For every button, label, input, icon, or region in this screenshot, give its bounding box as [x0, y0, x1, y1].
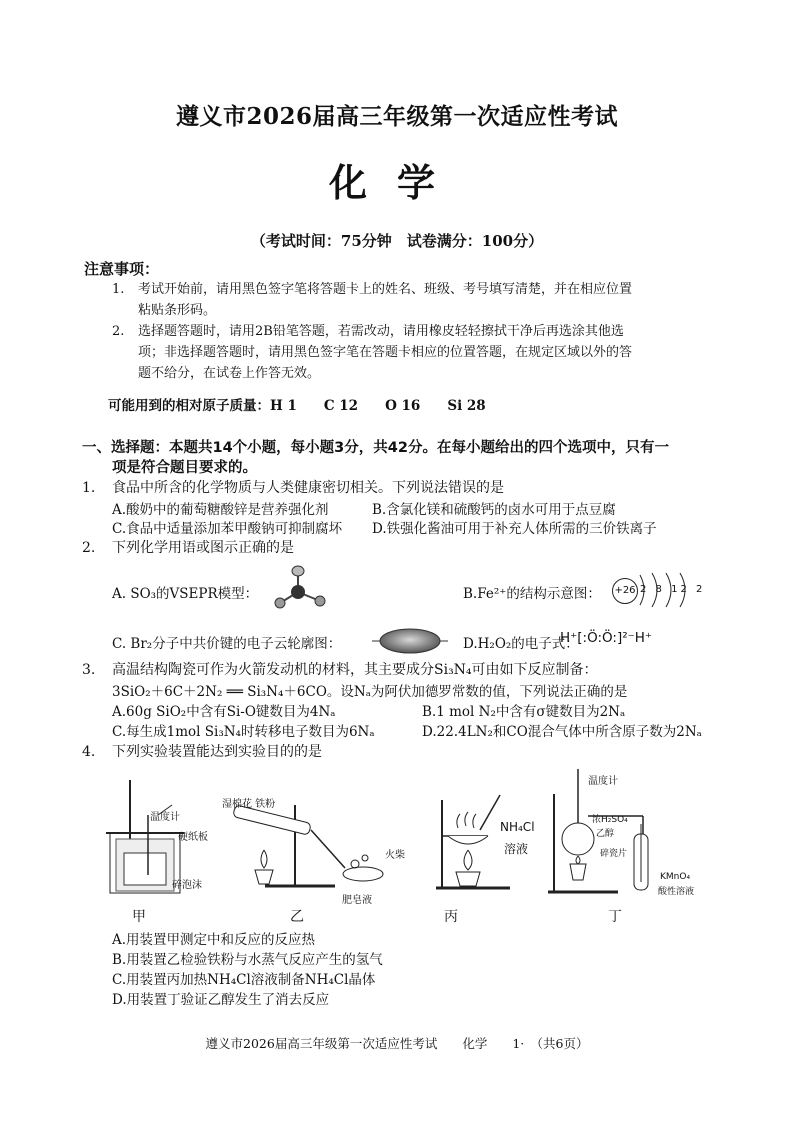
br2-electron-cloud	[372, 626, 448, 656]
exam-title: 遵义市2026届高三年级第一次适应性考试	[175, 103, 618, 130]
q2-option-a: A. SO₃的VSEPR模型：	[112, 586, 259, 602]
notice-title: 注意事项：	[84, 260, 160, 278]
label-solution: 溶液	[504, 842, 529, 856]
caption-jia: 甲	[132, 909, 146, 925]
q4-option-b: B.用装置乙检验铁粉与水蒸气反应产生的氢气	[112, 952, 383, 968]
q3-option-d: D.22.4LN₂和CO混合气体中所含原子数为2Nₐ	[422, 724, 702, 740]
label-nh4cl: NH₄Cl	[500, 820, 535, 834]
notice-2-line3: 题不给分，在试卷上作答无效。	[138, 366, 321, 381]
notice-2-line2: 项；非选择题答题时，请用黑色签字笔在答题卡相应的位置答题，在规定区域以外的答	[138, 345, 633, 360]
q1-option-a: A.酸奶中的葡萄糖酸锌是营养强化剂	[112, 502, 329, 518]
q3-option-b: B.1 mol N₂中含有σ键数目为2Nₐ	[422, 704, 626, 720]
notice-2-line1: 选择题答题时，请用2B铅笔答题，若需改动，请用橡皮轻轻擦拭干净后再选涂其他选	[138, 324, 624, 339]
atomic-masses: 可能用到的相对原子质量：H 1 C 12 O 16 Si 28	[108, 398, 486, 414]
q4-option-a: A.用装置甲测定中和反应的反应热	[112, 932, 316, 948]
q4-option-d: D.用装置丁验证乙醇发生了消去反应	[112, 992, 330, 1008]
q3-stem: 高温结构陶瓷可作为火箭发动机的材料，其主要成分Si₃N₄可由如下反应制备：	[112, 662, 598, 678]
q1-option-c: C.食品中适量添加苯甲酸钠可抑制腐坏	[112, 521, 343, 537]
label-acidic-solution: 酸性溶液	[658, 887, 695, 897]
label-ethanol: 乙醇	[596, 829, 615, 839]
notice-1-num: 1.	[112, 282, 125, 297]
label-cotton-iron: 湿棉花 铁粉	[222, 799, 276, 810]
q1-option-b: B.含氯化镁和硫酸钙的卤水可用于点豆腐	[372, 502, 616, 518]
h2o2-electron-formula: H⁺[:Ö:Ö:]²⁻H⁺	[560, 630, 653, 646]
fe-shell-counts: 2 8 12 2	[640, 584, 706, 595]
label-cardboard: 硬纸板	[178, 832, 208, 843]
caption-ding: 丁	[608, 909, 622, 925]
apparatus-yi	[225, 800, 385, 900]
section-heading: 一、选择题：本题共14个小题，每小题3分，共42分。在每小题给出的四个选项中，只有一	[82, 440, 669, 456]
q3-equation: 3SiO₂＋6C＋2N₂ ══ Si₃N₄＋6CO。设Nₐ为阿伏加德罗常数的值，下列说法正确的是	[112, 684, 628, 700]
so3-vsepr-model	[270, 563, 334, 615]
q3-option-c: C.每生成1mol Si₃N₄时转移电子数目为6Nₐ	[112, 724, 375, 740]
q4-stem: 下列实验装置能达到实验目的的是	[112, 744, 322, 760]
label-foam: 碎泡沫	[172, 880, 202, 891]
notice-1-line1: 考试开始前，请用黑色签字笔将答题卡上的姓名、班级、考号填写清楚，并在相应位置	[138, 282, 633, 297]
q3-number: 3.	[82, 662, 96, 678]
label-chips: 碎瓷片	[600, 849, 628, 859]
label-soap: 肥皂液	[342, 895, 372, 906]
notice-1-line2: 粘贴条形码。	[138, 303, 217, 318]
label-match: 火柴	[385, 850, 405, 861]
q2-option-c: C. Br₂分子中共价键的电子云轮廓图：	[112, 636, 342, 652]
caption-yi: 乙	[290, 909, 304, 925]
caption-bing: 丙	[444, 909, 458, 925]
q3-option-a: A.60g SiO₂中含有Si-O键数目为4Nₐ	[112, 704, 336, 720]
q1-stem: 食品中所含的化学物质与人类健康密切相关。下列说法错误的是	[112, 480, 504, 496]
q4-number: 4.	[82, 744, 96, 760]
q2-option-d: D.H₂O₂的电子式：	[463, 636, 579, 652]
q1-number: 1.	[82, 480, 96, 496]
fe-nucleus: +26	[612, 578, 638, 604]
label-thermometer: 温度计	[150, 812, 180, 823]
notice-2-num: 2.	[112, 324, 125, 339]
q4-option-c: C.用装置丙加热NH₄Cl溶液制备NH₄Cl晶体	[112, 972, 376, 988]
subject-title: 化学	[328, 160, 465, 205]
label-h2so4: 浓H₂SO₄	[592, 815, 628, 825]
exam-meta: （考试时间：75分钟 试卷满分：100分）	[250, 232, 544, 250]
section-heading-2: 项是符合题目要求的。	[112, 460, 257, 476]
q1-option-d: D.铁强化酱油可用于补充人体所需的三价铁离子	[372, 521, 657, 537]
q2-option-b: B.Fe²⁺的结构示意图：	[463, 586, 601, 602]
label-thermometer-2: 温度计	[588, 776, 618, 787]
q2-number: 2.	[82, 540, 96, 556]
page-footer: 遵义市2026届高三年级第一次适应性考试 化学 1· （共6页）	[205, 1036, 589, 1051]
label-kmno4: KMnO₄	[660, 872, 691, 882]
q2-stem: 下列化学用语或图示正确的是	[112, 540, 294, 556]
